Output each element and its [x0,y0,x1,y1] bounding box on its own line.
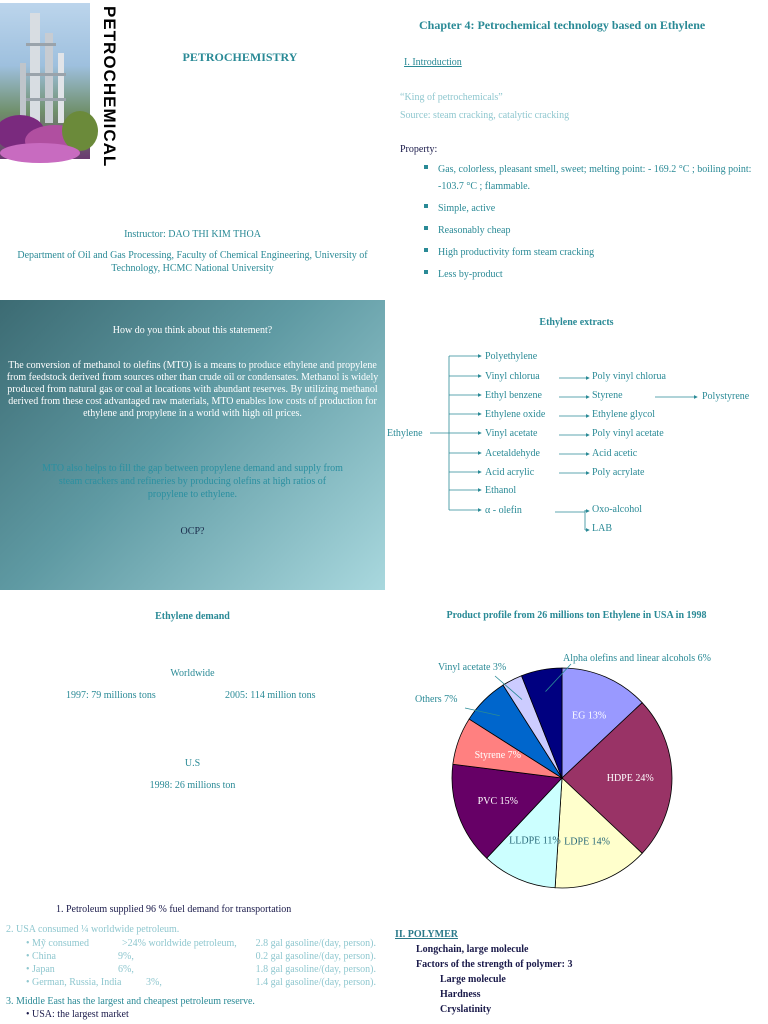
mto-paragraph-2: MTO also helps to fill the gap between propylene demand and supply from steam crackers and refineries by producing olefins at high ratios of propylene to ethylene. [42,463,343,500]
flow-product: Ethylene oxide [485,409,546,420]
table-row [26,937,381,950]
flow-product: Ethyl benzene [485,390,542,401]
polymer-heading: II. POLYMER [395,929,458,940]
flow-tertiary: Polystyrene [702,391,750,402]
product-profile-pie-chart [385,640,768,890]
share: 9%, [118,951,134,962]
consumption-table [26,937,381,989]
property-item: High productivity form steam cracking [420,244,758,261]
vertical-title-graphic [92,4,119,168]
pie-label: Others 7% [415,694,458,705]
property-item: Reasonably cheap [420,222,758,239]
flow-derivative: Ethylene glycol [592,409,656,420]
polymer-factor: Hardness [440,989,481,1000]
property-list [420,161,758,288]
pie-label: Styrene 7% [474,749,522,761]
mto-slide [0,300,385,590]
country: • China [26,951,56,962]
chapter-title: Chapter 4: Petrochemical technology based on Ethylene [419,18,706,32]
flow-derivative: Oxo-alcohol [592,504,642,515]
flow-derivative: Poly acrylate [592,467,645,478]
property-label: Property: [400,144,438,155]
flow-derivative: Poly vinyl acetate [592,428,664,439]
ethylene-extracts-title: Ethylene extracts [539,317,614,328]
flow-product: Vinyl acetate [485,428,538,439]
department: Department of Oil and Gas Processing, Faculty of Chemical Engineering, University of Technology, HCMC National University [17,250,368,274]
country: • Mỹ consumed [26,938,89,949]
pie-label: Vinyl acetate 3% [438,662,507,673]
property-item: Gas, colorless, pleasant smell, sweet; melting point: - 169.2 °C ; boiling point: -103.7 °C ; flammable. [420,161,758,195]
source-label: Source: steam cracking, catalytic cracking [400,110,570,121]
flow-derivative: LAB [592,523,612,534]
property-item: Less by-product [420,266,758,283]
polymer-line-1: Longchain, large molecule [416,944,529,955]
instructor: Instructor: DAO THI KIM THOA [124,229,261,240]
pie-label: LLDPE 11% [509,835,561,847]
pie-label: LDPE 14% [564,836,611,848]
mto-paragraph-1: The conversion of methanol to olefins (MTO) is a means to produce ethylene and propylene from feedstock derived from sources other than crude oil or condensates. Methanol is widely produced from natural gas or coal at locations with abundant reserves. By utilizing methanol derived from these cost advantaged raw materials, MTO enables low costs of production for ethylene and propylene in a world with high oil prices. [6,360,379,419]
gasoline: 2.8 gal gasoline/(day, person). [255,938,376,949]
country: • Japan [26,964,55,975]
flow-root: Ethylene [387,428,423,439]
flow-product: Acid acrylic [485,467,535,478]
pie-label: PVC 15% [477,796,518,808]
table-row [26,950,381,963]
flow-derivative: Styrene [592,390,623,401]
vertical-title: PETROCHEMICAL [100,6,119,168]
flow-product: Polyethylene [485,351,538,362]
king-label: “King of petrochemicals” [400,92,503,103]
us-label: U.S [184,758,201,769]
ethylene-demand-title: Ethylene demand [155,611,230,622]
pie-label: EG 13% [571,710,607,722]
gasoline: 1.4 gal gasoline/(day, person). [255,977,376,988]
item-3: 3. Middle East has the largest and cheapest petroleum reserve. [6,996,255,1007]
table-row [26,976,381,989]
demand-1998: 1998: 26 millions ton [149,780,236,791]
slide1-title: PETROCHEMISTRY [182,50,298,64]
country: • German, Russia, India [26,977,122,988]
table-row [26,963,381,976]
flow-derivative: Acid acetic [592,448,638,459]
demand-2005: 2005: 114 million tons [225,690,316,701]
item-2: 2. USA consumed ¼ worldwide petroleum. [6,924,180,935]
ethylene-flow-diagram [385,340,768,540]
pie-label: HDPE 24% [606,773,654,784]
flow-product: Ethanol [485,485,517,496]
demand-1997: 1997: 79 millions tons [66,690,156,701]
usa-market: • USA: the largest market [26,1009,129,1020]
gasoline: 0.2 gal gasoline/(day, person). [255,951,376,962]
gasoline: 1.8 gal gasoline/(day, person). [255,964,376,975]
flow-product: Acetaldehyde [485,448,540,459]
share: 6%, [118,964,134,975]
polymer-factor: Cryslatinity [440,1004,492,1015]
question: How do you think about this statement? [112,325,273,336]
worldwide-label: Worldwide [170,668,215,679]
flow-product: Vinyl chlorua [485,371,540,382]
polymer-line-2: Factors of the strength of polymer: 3 [416,959,573,970]
polymer-factor: Large molecule [440,974,506,985]
property-item: Simple, active [420,200,758,217]
refinery-photo [0,3,90,159]
pie-chart-title: Product profile from 26 millions ton Ethylene in USA in 1998 [446,610,707,621]
share: 3%, [146,977,162,988]
flow-derivative: Poly vinyl chlorua [592,371,666,382]
refinery-illustration [0,3,90,159]
flow-product: α - olefin [485,505,522,516]
section-introduction: I. Introduction [404,57,462,68]
pie-label: Alpha olefins and linear alcohols 6% [563,653,712,664]
share: >24% worldwide petroleum, [122,938,237,949]
item-1: 1. Petroleum supplied 96 % fuel demand for transportation [56,904,292,915]
ocp-question: OCP? [180,526,205,537]
